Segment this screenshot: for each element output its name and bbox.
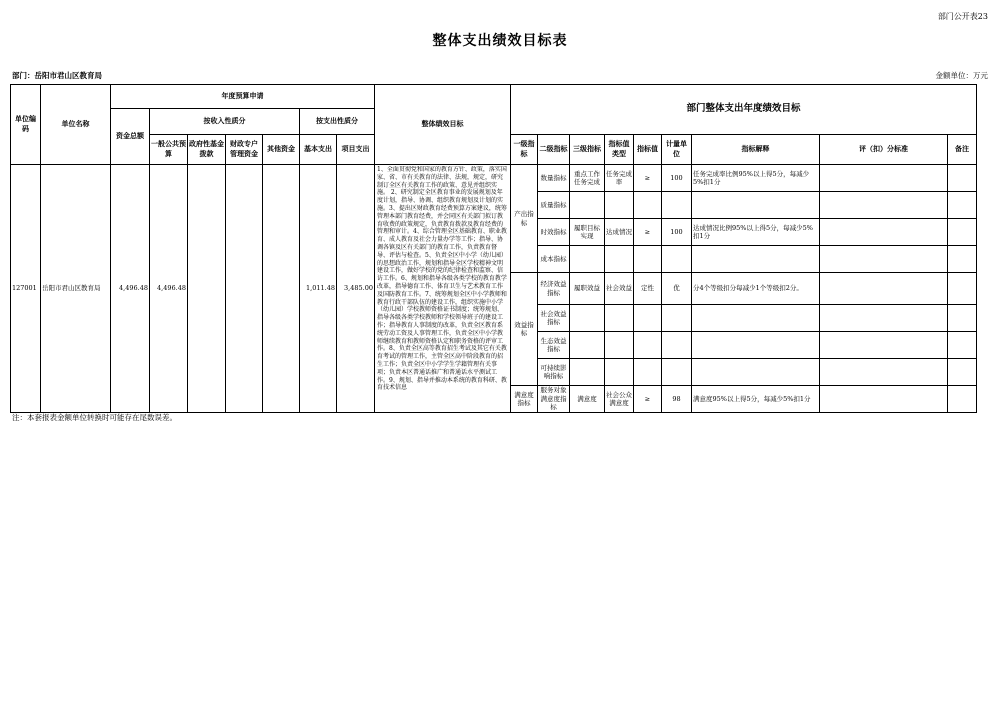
header-fiscal-special: 财政专户管理资金 (226, 135, 263, 165)
scoring-cell (820, 359, 948, 386)
header-overall-goal: 整体绩效目标 (375, 85, 511, 165)
header-annual-budget: 年度预算申请 (111, 85, 375, 109)
value-type-cell: 达成情况 (605, 219, 634, 246)
level3-cell (570, 332, 605, 359)
total-funds-cell: 4,496.48 (111, 165, 150, 413)
indicator-value-cell: ≥ (634, 386, 662, 413)
measure-unit-cell: 100 (662, 219, 692, 246)
scoring-cell (820, 386, 948, 413)
indicator-value-cell (634, 192, 662, 219)
measure-unit-cell (662, 332, 692, 359)
header-scoring: 评（扣）分标准 (820, 135, 948, 165)
page-number: 部门公开表23 (937, 12, 988, 21)
other-funds-cell (263, 165, 300, 413)
remarks-cell (948, 386, 977, 413)
level3-cell (570, 192, 605, 219)
explanation-cell (692, 359, 820, 386)
project-expense-cell: 3,485.00 (337, 165, 375, 413)
amount-unit-label: 金额单位：万元 (935, 71, 988, 80)
header-value-type: 指标值类型 (605, 135, 634, 165)
header-unit-code: 单位编码 (11, 85, 41, 165)
level2-cell: 成本指标 (538, 246, 570, 273)
explanation-cell: 达成情况比例95%以上得5分，每减少5%扣1分 (692, 219, 820, 246)
header-by-income: 按收入性质分 (150, 109, 300, 135)
indicator-value-cell (634, 359, 662, 386)
level2-cell: 经济效益指标 (538, 273, 570, 305)
header-measure-unit: 计量单位 (662, 135, 692, 165)
level3-cell: 满意度 (570, 386, 605, 413)
header-indicator-value: 指标值 (634, 135, 662, 165)
explanation-cell (692, 332, 820, 359)
indicator-value-cell (634, 305, 662, 332)
value-type-cell: 社会公众满意度 (605, 386, 634, 413)
indicator-value-cell (634, 246, 662, 273)
value-type-cell (605, 332, 634, 359)
header-by-expense: 按支出性质分 (300, 109, 375, 135)
unit-code-cell: 127001 (11, 165, 41, 413)
overall-goal-cell (375, 165, 511, 413)
explanation-cell (692, 192, 820, 219)
header-gov-fund: 政府性基金拨款 (188, 135, 226, 165)
level2-cell: 可持续影响指标 (538, 359, 570, 386)
measure-unit-cell: 100 (662, 165, 692, 192)
remarks-cell (948, 165, 977, 192)
indicator-value-cell: 定性 (634, 273, 662, 305)
level1-benefit: 效益指标 (511, 273, 538, 386)
value-type-cell (605, 305, 634, 332)
header-explanation: 指标解释 (692, 135, 820, 165)
basic-expense-cell: 1,011.48 (300, 165, 337, 413)
explanation-cell (692, 246, 820, 273)
header-unit-name: 单位名称 (41, 85, 111, 165)
unit-name-cell: 岳阳市君山区教育局 (41, 165, 111, 413)
indicator-value-cell: ≥ (634, 165, 662, 192)
level3-cell: 重点工作任务完成 (570, 165, 605, 192)
scoring-cell (820, 332, 948, 359)
measure-unit-cell: 优 (662, 273, 692, 305)
indicator-value-cell: ≥ (634, 219, 662, 246)
remarks-cell (948, 192, 977, 219)
explanation-cell (692, 305, 820, 332)
level2-cell: 服务对象满意度指标 (538, 386, 570, 413)
level1-output: 产出指标 (511, 165, 538, 273)
measure-unit-cell (662, 246, 692, 273)
scoring-cell (820, 192, 948, 219)
measure-unit-cell: 98 (662, 386, 692, 413)
header-other-funds: 其他资金 (263, 135, 300, 165)
value-type-cell (605, 359, 634, 386)
explanation-cell: 满意度95%以上得5分，每减少5%扣1分 (692, 386, 820, 413)
header-level2: 二级指标 (538, 135, 570, 165)
indicator-value-cell (634, 332, 662, 359)
remarks-cell (948, 305, 977, 332)
measure-unit-cell (662, 305, 692, 332)
remarks-cell (948, 273, 977, 305)
scoring-cell (820, 165, 948, 192)
level3-cell (570, 246, 605, 273)
header-project-expense: 项目支出 (337, 135, 375, 165)
gov-fund-cell (188, 165, 226, 413)
header-general-budget: 一般公共预算 (150, 135, 188, 165)
header-level3: 三级指标 (570, 135, 605, 165)
general-budget-cell: 4,496.48 (150, 165, 188, 413)
header-total-funds: 资金总额 (111, 109, 150, 165)
measure-unit-cell (662, 359, 692, 386)
header-level1: 一级指标 (511, 135, 538, 165)
header-dept-goal: 部门整体支出年度绩效目标 (511, 85, 977, 135)
department-label: 部门：岳阳市君山区教育局 (12, 71, 102, 80)
value-type-cell: 社会效益 (605, 273, 634, 305)
scoring-cell (820, 246, 948, 273)
value-type-cell (605, 192, 634, 219)
remarks-cell (948, 246, 977, 273)
header-remarks: 备注 (948, 135, 977, 165)
remarks-cell (948, 359, 977, 386)
level3-cell (570, 305, 605, 332)
overall-goal-text: 1、全面贯彻党和国家的教育方针、政策，落实国家、省、市有关教育的法律、法规，规定，研究制订全区有关教育工作的政策、意见并组织实施。 2、研究制定全区教育事业的发展规划及年度计划，指导、协调、组织教育规划及计划的实施。3、提出区财政教育经费预算方案建议，统筹管理本部门教育经费，并会同区有关部门拟订教育收费的政策规定，负责教育拨款及教育经费的管理和审计。4、综合管理全区基础教育、职业教育、成人教育及社会力量办学等工作；指导、协调各镇及区有关部门的教育工作，负责教育督导、评估与检查。5、负责全区中小学（幼儿园）的思想政治工作，规划和指导全区学校精神文明建设工作，做好学校的党的纪律检查和监察、信访工作。6、规划和指导各级各类学校的教育教学改革，指导德育工作、体育卫生与艺术教育工作及国防教育工作。7、统筹规划全区中小学教师和教育行政干部队伍的建设工作，组织实施中小学（幼儿园）学校教师资格证书制度；统筹规划、指导各级各类学校教师和学校领导班子的建设工作；指导教育人事制度的改革，负责全区教育系统劳动工资及人事管理工作，负责全区中小学教师继续教育和教师资格认定和职务资格的评审工作。8、负责全区高等教育招生考试及其它有关教育考试的管理工作，主管全区高中阶段教育的招生工作；负责全区中小学学生学籍管理有关事项；负责本区普通话推广和普通话水平测试工作。9、规划、指导并推动本系统的教育科研、教育技术信息 (377, 166, 507, 392)
table-row (11, 165, 977, 192)
level1-satisfaction: 满意度指标 (511, 386, 538, 413)
value-type-cell: 任务完成率 (605, 165, 634, 192)
explanation-cell: 任务完成率比例95%以上得5分，每减少5%扣1分 (692, 165, 820, 192)
performance-table (10, 84, 977, 413)
level2-cell: 时效指标 (538, 219, 570, 246)
level3-cell: 履职目标实现 (570, 219, 605, 246)
level2-cell: 质量指标 (538, 192, 570, 219)
level2-cell: 社会效益指标 (538, 305, 570, 332)
level3-cell: 履职效益 (570, 273, 605, 305)
footnote: 注：本套报表金额单位转换时可能存在尾数误差。 (12, 413, 177, 422)
scoring-cell (820, 219, 948, 246)
header-basic-expense: 基本支出 (300, 135, 337, 165)
level2-cell: 生态效益指标 (538, 332, 570, 359)
scoring-cell (820, 273, 948, 305)
fiscal-special-cell (226, 165, 263, 413)
measure-unit-cell (662, 192, 692, 219)
scoring-cell (820, 305, 948, 332)
remarks-cell (948, 332, 977, 359)
remarks-cell (948, 219, 977, 246)
value-type-cell (605, 246, 634, 273)
page-title: 整体支出绩效目标表 (432, 33, 568, 49)
level2-cell: 数量指标 (538, 165, 570, 192)
level3-cell (570, 359, 605, 386)
explanation-cell: 分4个等级扣分每减少1个等级扣2分。 (692, 273, 820, 305)
